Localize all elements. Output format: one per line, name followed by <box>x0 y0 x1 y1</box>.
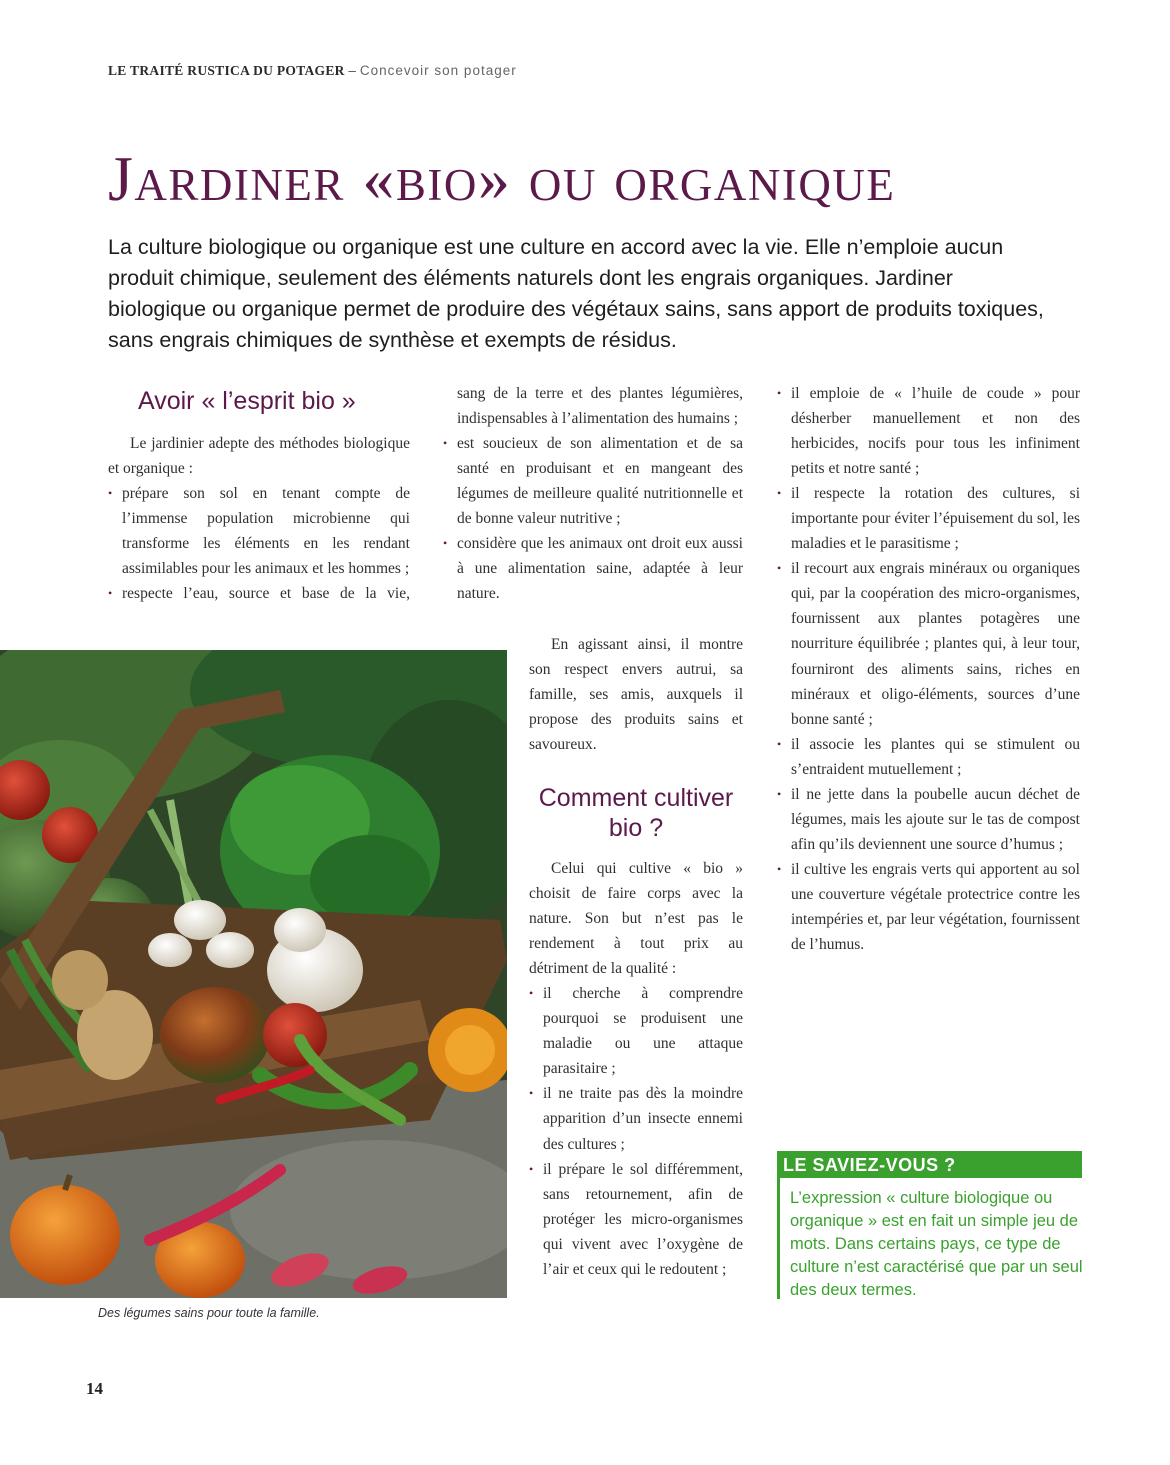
list-item: • respecte l’eau, source et base de la vie, <box>108 581 410 606</box>
sidebar-rule <box>777 1178 780 1299</box>
list-item: • il ne jette dans la poubelle aucun déchet de légumes, mais les ajoute sur le tas de compost afin qu’ils deviennent une source d’humus ; <box>777 782 1080 857</box>
section-name: Concevoir son potager <box>359 63 517 78</box>
list-item: • est soucieux de son alimentation et de sa santé en produisant et en mangeant des légumes de meilleure qualité nutritionnelle et de bonne valeur nutritive ; <box>443 431 743 531</box>
list-item: • il cherche à comprendre pourquoi se produisent une maladie ou une attaque parasitaire ; <box>529 981 743 1081</box>
list-item: • il prépare le sol différemment, sans retournement, afin de protéger les micro-organismes qui vivent avec l’oxygène de l’air et ceux qui le redoutent ; <box>529 1157 743 1282</box>
book-title: LE TRAITÉ RUSTICA DU POTAGER <box>108 63 345 78</box>
photo-caption: Des légumes sains pour toute la famille. <box>98 1306 320 1320</box>
page-number: 14 <box>86 1379 103 1398</box>
list-item: • prépare son sol en tenant compte de l’immense population microbienne qui transforme les éléments en les rendant assimilables pour les animaux et les hommes ; <box>108 481 410 581</box>
vegetable-basket-photo <box>0 650 507 1298</box>
list-item: sang de la terre et des plantes légumières, indispensables à l’alimentation des humains ; <box>457 385 743 428</box>
column-3 <box>529 856 743 1282</box>
section2-heading: Comment cultiver bio ? <box>538 784 734 842</box>
list-item: • il ne traite pas dès la moindre apparition d’un insecte ennemi des cultures ; <box>529 1081 743 1156</box>
header-separator: – <box>348 63 357 78</box>
column-4 <box>777 381 1080 957</box>
section1-lead: Le jardinier adepte des méthodes biologique et organique : <box>108 435 410 478</box>
sidebar-title: LE SAVIEZ-VOUS ? <box>783 1155 956 1175</box>
section2-lead: Celui qui cultive « bio » choisit de faire corps avec la nature. Son but n’est pas le rendement à tout prix au détriment de la qualité : <box>529 860 743 978</box>
page-title: Jardiner «bio» ou organique <box>108 143 896 214</box>
list-item: • il cultive les engrais verts qui apportent au sol une couverture végétale protectrice contre les intempéries et, par leur végétation, fournissent de l’humus. <box>777 857 1080 957</box>
list-item: • il respecte la rotation des cultures, si importante pour éviter l’épuisement du sol, les maladies et le parasitisme ; <box>777 481 1080 556</box>
list-item: • il recourt aux engrais minéraux ou organiques qui, par la coopération des micro-organismes, fournissent aux plantes potagères une nourriture équilibrée ; plantes qui, à leur tour, fourniront des aliments sains, riches en minéraux et oligo-éléments, sources d’une bonne santé ; <box>777 556 1080 731</box>
section1-bullet-list-continued <box>443 381 743 606</box>
closing-paragraph: En agissant ainsi, il montre son respect envers autrui, sa famille, ses amis, auxquels il propose des produits sains et savoureux. <box>529 636 743 754</box>
column-2 <box>443 381 743 606</box>
intro-paragraph: La culture biologique ou organique est une culture en accord avec la vie. Elle n’emploie aucun produit chimique, seulement des éléments naturels dont les engrais organiques. Jardiner biologique ou organique permet de produire des végétaux sains, sans apport de produits toxiques, sans engrais chimiques de synthèse et exempts de résidus. <box>108 235 1044 352</box>
list-item: • considère que les animaux ont droit eux aussi à une alimentation saine, adaptée à leur nature. <box>443 531 743 606</box>
running-header <box>108 63 517 79</box>
section1-bullet-list <box>108 481 410 606</box>
section2-bullet-list <box>529 981 743 1282</box>
section1-heading: Avoir « l’esprit bio » <box>138 387 356 415</box>
section2-bullet-list-continued <box>777 381 1080 957</box>
list-item: • il associe les plantes qui se stimulent ou s’entraident mutuellement ; <box>777 732 1080 782</box>
sidebar-text: L’expression « culture biologique ou organique » est en fait un simple jeu de mots. Dans certains pays, ce type de culture n’est caractérisé que par un seul des deux termes. <box>790 1189 1083 1299</box>
list-item: • il emploie de « l’huile de coude » pour désherber manuellement et non des herbicides, nocifs pour tous les infiniment petits et notre santé ; <box>777 381 1080 481</box>
column-1 <box>108 431 410 606</box>
section1-closing <box>529 632 743 757</box>
